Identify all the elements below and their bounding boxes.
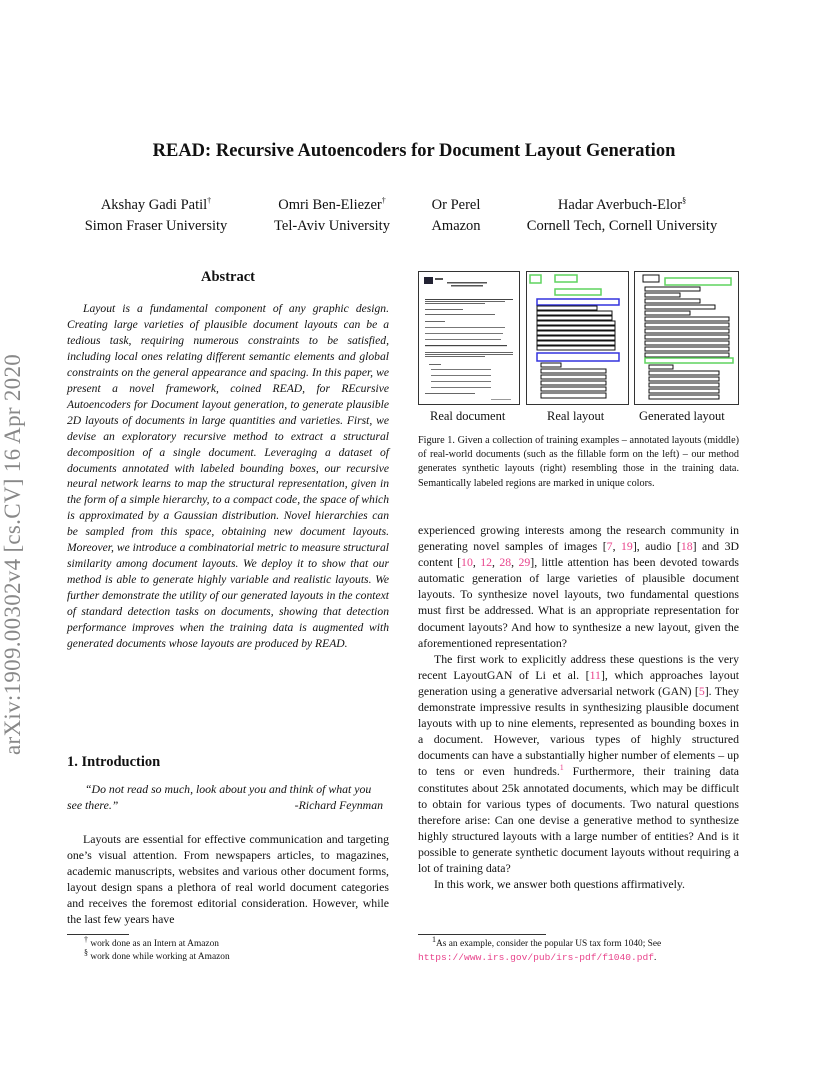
author-name: Or Perel <box>431 197 481 213</box>
author-name: Hadar Averbuch-Elor <box>557 197 683 213</box>
right-column-body <box>418 522 739 892</box>
author-block <box>420 195 492 237</box>
real-layout-thumbnail <box>527 272 628 404</box>
citation-link[interactable]: 10 <box>461 555 473 570</box>
arxiv-sidebar-id: arXiv:1909.00302v4 [cs.CV] 16 Apr 2020 <box>0 353 25 755</box>
footnote-text: work done while working at Amazon <box>90 952 230 962</box>
right-para-2: The first work to explicitly address these questions is the very recent LayoutGAN of Li et al. [11], which approaches layout generation using a generative adversarial network (GAN) [5]. They demonstrate impressive results in synthesizing plausible document layouts with up to nine elements, represented as bounding boxes in a document. However, various types of highly structured documents can have a substantially higher number of elements – up to tens or even hundreds.$^1$ Furthermore, their training data constitutes about 25k annotated documents, which may be difficult to obtain for various types of documents. Two natural questions therefore arise: Can one devise a generative method to synthesize highly structured layouts with a large number of entities? And is it possible to generate synthetic document layouts without requiring a lot of training data? <box>418 651 739 875</box>
author-affiliation: Amazon <box>431 218 481 234</box>
citation-link[interactable]: 7 <box>606 539 613 554</box>
footnote-url-link[interactable]: https://www.irs.gov/pub/irs-pdf/f1040.pdf <box>418 952 655 963</box>
footnote-rule-right <box>418 934 546 935</box>
citation-link[interactable]: 11 <box>589 667 601 682</box>
generated-layout-thumbnail <box>635 272 738 404</box>
footnote-mark: § <box>84 947 88 957</box>
real-document-panel <box>418 271 520 405</box>
footnote-mark: 1 <box>432 934 436 944</box>
author-affiliation: Tel-Aviv University <box>274 218 390 234</box>
real-document-thumbnail <box>419 272 519 404</box>
abstract-heading: Abstract <box>201 269 255 285</box>
author-block <box>510 195 734 237</box>
figure-label-generated-layout: Generated layout <box>639 409 725 423</box>
author-mark: † <box>381 196 386 206</box>
citation-link[interactable]: 12 <box>480 555 492 570</box>
intro-para-1: Layouts are essential for effective communication and targeting one’s visual attention. From newspapers articles, to magazines, academic manuscripts, websites and various other document forms, layout design spans a plethora of real world document categories and receives the foremost editorial consideration. However, while the last few years have <box>67 832 389 927</box>
section-heading-introduction: 1. Introduction <box>67 754 161 770</box>
figure-1-caption: Figure 1. Given a collection of training examples – annotated layouts (middle) of real-world documents (such as the fillable form on the left) – our method generates synthetic layouts (right) resembling those in the training data. Semantically labeled regions are marked in unique colors. <box>418 435 739 489</box>
figure-label-real-document: Real document <box>430 409 506 423</box>
citation-link[interactable]: 28 <box>499 555 512 570</box>
footnote-mark: † <box>84 934 88 944</box>
epigraph-quote <box>67 781 389 813</box>
citation-link[interactable]: 18 <box>680 539 693 554</box>
footnote-text: work done as an Intern at Amazon <box>90 939 219 949</box>
footnote-rule <box>67 934 129 935</box>
author-block <box>262 195 402 237</box>
right-para-1: experienced growing interests among the research community in generating novel samples of images [7, 19], audio [18] and 3D content [10, 12, 28, 29], little attention has been devoted towards automatic generation of large varieties of plausible document layouts. To synthesize novel layouts, two fundamental questions must first be addressed. What is an appropriate representation for document layouts? And how to synthesize a new layout, given the aforementioned representation? <box>418 523 740 650</box>
citation-link[interactable]: 19 <box>621 539 633 554</box>
figure-label-real-layout: Real layout <box>547 409 605 423</box>
author-mark: † <box>207 196 212 206</box>
quote-author: -Richard Feynman <box>294 798 383 812</box>
footnote-left <box>84 934 384 964</box>
author-block <box>76 195 236 237</box>
footnote-text: As an example, consider the popular US tax form 1040; See <box>436 939 662 949</box>
abstract-text: Layout is a fundamental component of any graphic design. Creating large varieties of plausible document layouts can be a tedious task, requiring numerous constraints to be satisfied, including local ones relating different semantic elements and global constraints on the general appearance and spacing. In this paper, we present a novel framework, coined READ, for REcursive Autoencoders for Document layout generation, to generate plausible 2D layouts of documents in large quantities and varieties. First, we devise an exploratory recursive method to extract a structural decomposition of a single document. Leveraging a dataset of documents annotated with labeled bounding boxes, our recursive neural network learns to map the structural representation, given in the form of a simple hierarchy, to a compact code, the space of which is approximated by a Gaussian distribution. Novel hierarchies can be sampled from this space, obtaining new document layouts. Moreover, we introduce a combinatorial metric to measure structural similarity among document layouts. We deploy it to show that our method is able to generate highly variable and realistic layouts. We further demonstrate the utility of our generated layouts in the context of standard detection tasks on documents, showing that detection performance improves when the training data is augmented with generated documents whose layouts are produced by READ. <box>67 302 389 651</box>
generated-layout-panel <box>634 271 739 405</box>
figure-1 <box>418 271 739 405</box>
right-para-3: In this work, we answer both questions affirmatively. <box>434 877 685 892</box>
author-affiliation: Simon Fraser University <box>84 218 228 234</box>
intro-paragraph <box>67 831 389 928</box>
citation-link[interactable]: 29 <box>518 555 531 570</box>
paper-title: READ: Recursive Autoencoders for Document Layout Generation <box>152 141 676 161</box>
citation-link[interactable]: 5 <box>698 683 705 698</box>
author-affiliation: Cornell Tech, Cornell University <box>526 218 718 234</box>
author-name: Omri Ben-Eliezer <box>278 197 382 213</box>
footnote-ref[interactable]: 1 <box>559 763 564 773</box>
quote-text: “Do not read so much, look about you and think of what you see there.” <box>67 782 372 812</box>
real-layout-panel <box>526 271 629 405</box>
form-logo-mark <box>424 277 433 284</box>
author-mark: § <box>682 196 687 206</box>
footnote-right: 1As an example, consider the popular US tax form 1040; See https://www.irs.gov/pub/irs-pdf/f1040.pdf. <box>418 934 662 963</box>
author-name: Akshay Gadi Patil <box>100 197 208 213</box>
